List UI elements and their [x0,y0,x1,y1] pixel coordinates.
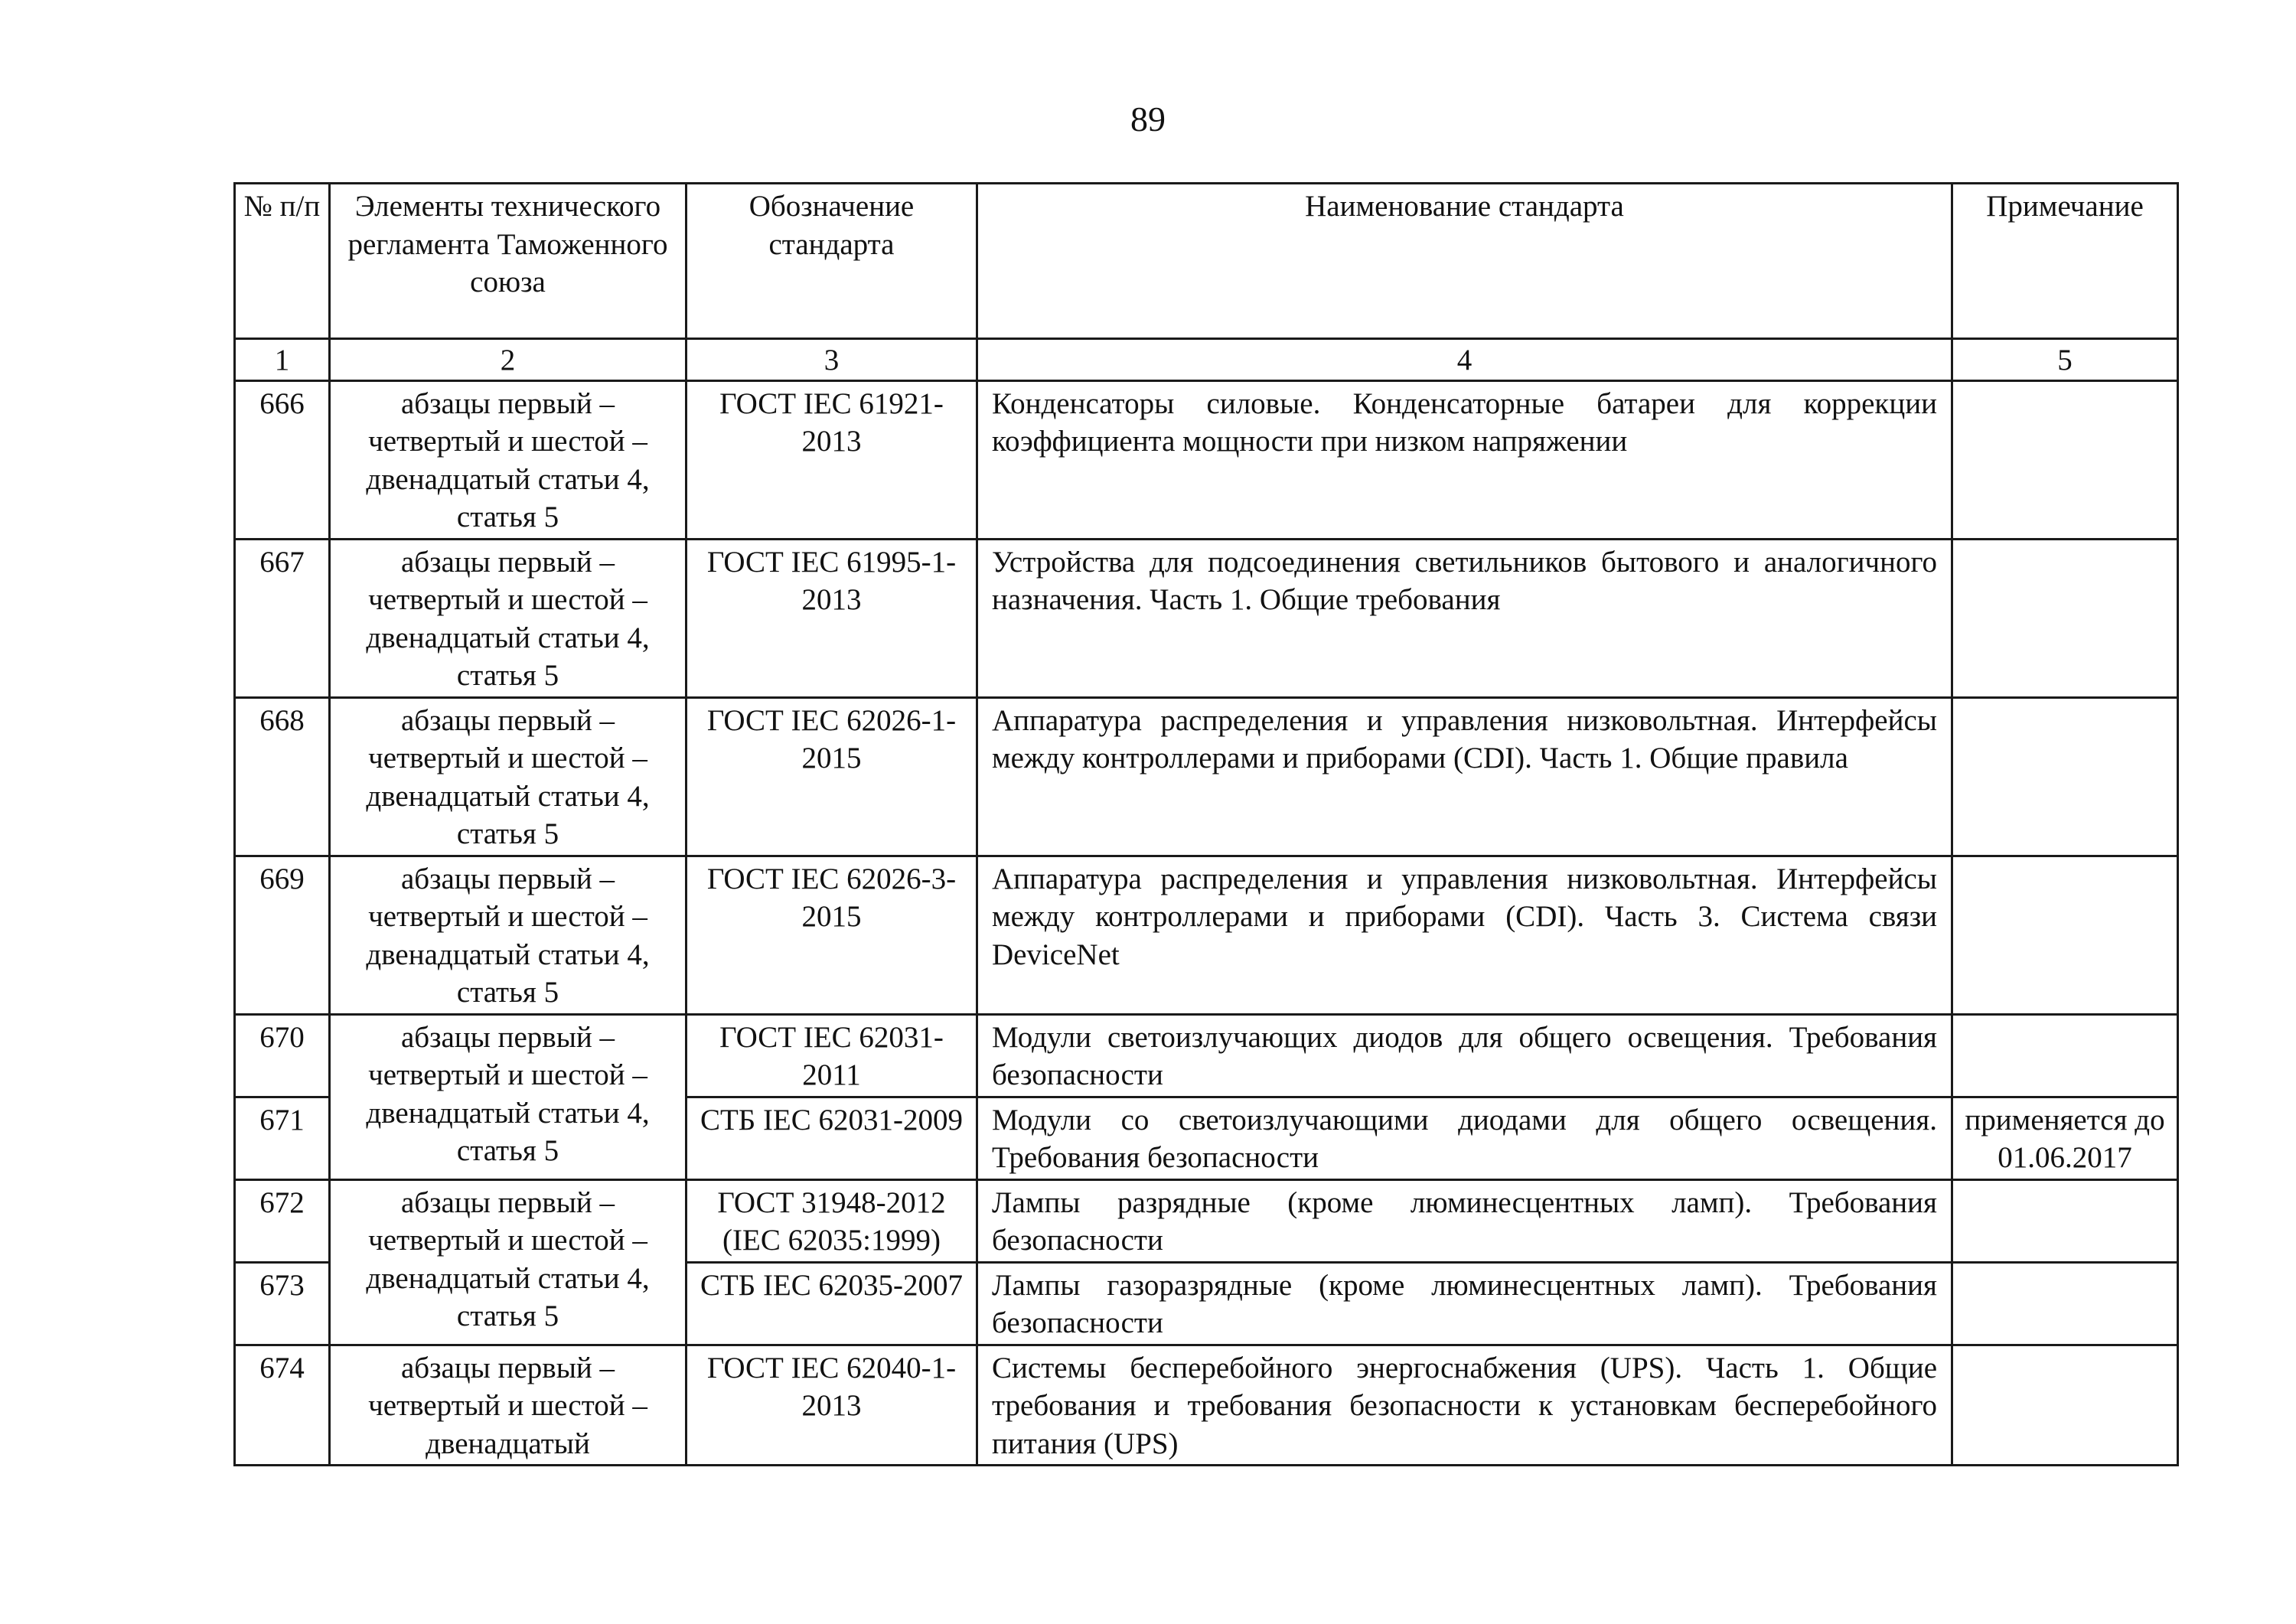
row-note [1952,697,2178,856]
row-note [1952,856,2178,1014]
row-designation: ГОСТ IEC 61995-1-2013 [687,539,977,697]
header-name: Наименование стандарта [977,184,1952,339]
row-elements: абзацы первый – четвертый и шестой – двенадцатый статьи 4, статья 5 [330,1179,687,1345]
table-row [235,1014,2178,1097]
column-number-row [235,339,2178,381]
row-note [1952,1345,2178,1466]
row-designation: ГОСТ IEC 62026-3-2015 [687,856,977,1014]
row-elements: абзацы первый – четвертый и шестой – двенадцатый статьи 4, статья 5 [330,380,687,539]
row-number: 674 [235,1345,330,1466]
row-standard-name: Аппаратура распределения и управления низковольтная. Интерфейсы между контроллерами и приборами (CDI). Часть 3. Система связи DeviceNet [977,856,1952,1014]
row-designation: ГОСТ IEC 62031-2011 [687,1014,977,1097]
row-standard-name: Аппаратура распределения и управления низковольтная. Интерфейсы между контроллерами и приборами (CDI). Часть 1. Общие правила [977,697,1952,856]
row-elements: абзацы первый – четвертый и шестой – двенадцатый статьи 4, статья 5 [330,539,687,697]
row-designation: ГОСТ 31948-2012 (IEC 62035:1999) [687,1179,977,1262]
row-standard-name: Лампы разрядные (кроме люминесцентных ламп). Требования безопасности [977,1179,1952,1262]
row-standard-name: Системы бесперебойного энергоснабжения (UPS). Часть 1. Общие требования и требования безопасности к установкам бесперебойного питания (UPS) [977,1345,1952,1466]
row-standard-name: Лампы газоразрядные (кроме люминесцентных ламп). Требования безопасности [977,1262,1952,1345]
row-designation: СТБ IEC 62031-2009 [687,1097,977,1179]
page-number: 89 [1130,99,1166,139]
table-row [235,539,2178,697]
row-elements: абзацы первый – четвертый и шестой – двенадцатый статьи 4, статья 5 [330,856,687,1014]
table-row [235,1345,2178,1466]
row-standard-name: Модули светоизлучающих диодов для общего освещения. Требования безопасности [977,1014,1952,1097]
column-number: 1 [235,339,330,381]
table-header-row [235,184,2178,339]
row-elements: абзацы первый – четвертый и шестой – двенадцатый статьи 4, статья 5 [330,697,687,856]
row-note [1952,380,2178,539]
table-row [235,856,2178,1014]
row-number: 669 [235,856,330,1014]
row-number: 673 [235,1262,330,1345]
row-number: 668 [235,697,330,856]
column-number: 5 [1952,339,2178,381]
row-designation: ГОСТ IEC 61921-2013 [687,380,977,539]
column-number: 4 [977,339,1952,381]
row-number: 672 [235,1179,330,1262]
row-number: 671 [235,1097,330,1179]
table-row [235,697,2178,856]
column-number: 3 [687,339,977,381]
header-note: Примечание [1952,184,2178,339]
row-standard-name: Модули со светоизлучающими диодами для общего освещения. Требования безопасности [977,1097,1952,1179]
row-note [1952,1014,2178,1097]
header-no: № п/п [235,184,330,339]
row-note [1952,1262,2178,1345]
row-designation: ГОСТ IEC 62026-1-2015 [687,697,977,856]
row-note [1952,1179,2178,1262]
row-number: 666 [235,380,330,539]
table-row [235,380,2178,539]
row-note: применяется до 01.06.2017 [1952,1097,2178,1179]
row-note [1952,539,2178,697]
row-designation: ГОСТ IEC 62040-1-2013 [687,1345,977,1466]
column-number: 2 [330,339,687,381]
standards-table [233,182,2179,1466]
row-elements: абзацы первый – четвертый и шестой – двенадцатый статьи 4, статья 5 [330,1014,687,1179]
row-elements: абзацы первый – четвертый и шестой – двенадцатый [330,1345,687,1466]
row-standard-name: Конденсаторы силовые. Конденсаторные батареи для коррекции коэффициента мощности при низком напряжении [977,380,1952,539]
row-designation: СТБ IEC 62035-2007 [687,1262,977,1345]
header-elements: Элементы технического регламента Таможенного союза [330,184,687,339]
row-number: 667 [235,539,330,697]
row-number: 670 [235,1014,330,1097]
header-designation: Обозначение стандарта [687,184,977,339]
table-row [235,1179,2178,1262]
row-standard-name: Устройства для подсоединения светильников бытового и аналогичного назначения. Часть 1. Общие требования [977,539,1952,697]
